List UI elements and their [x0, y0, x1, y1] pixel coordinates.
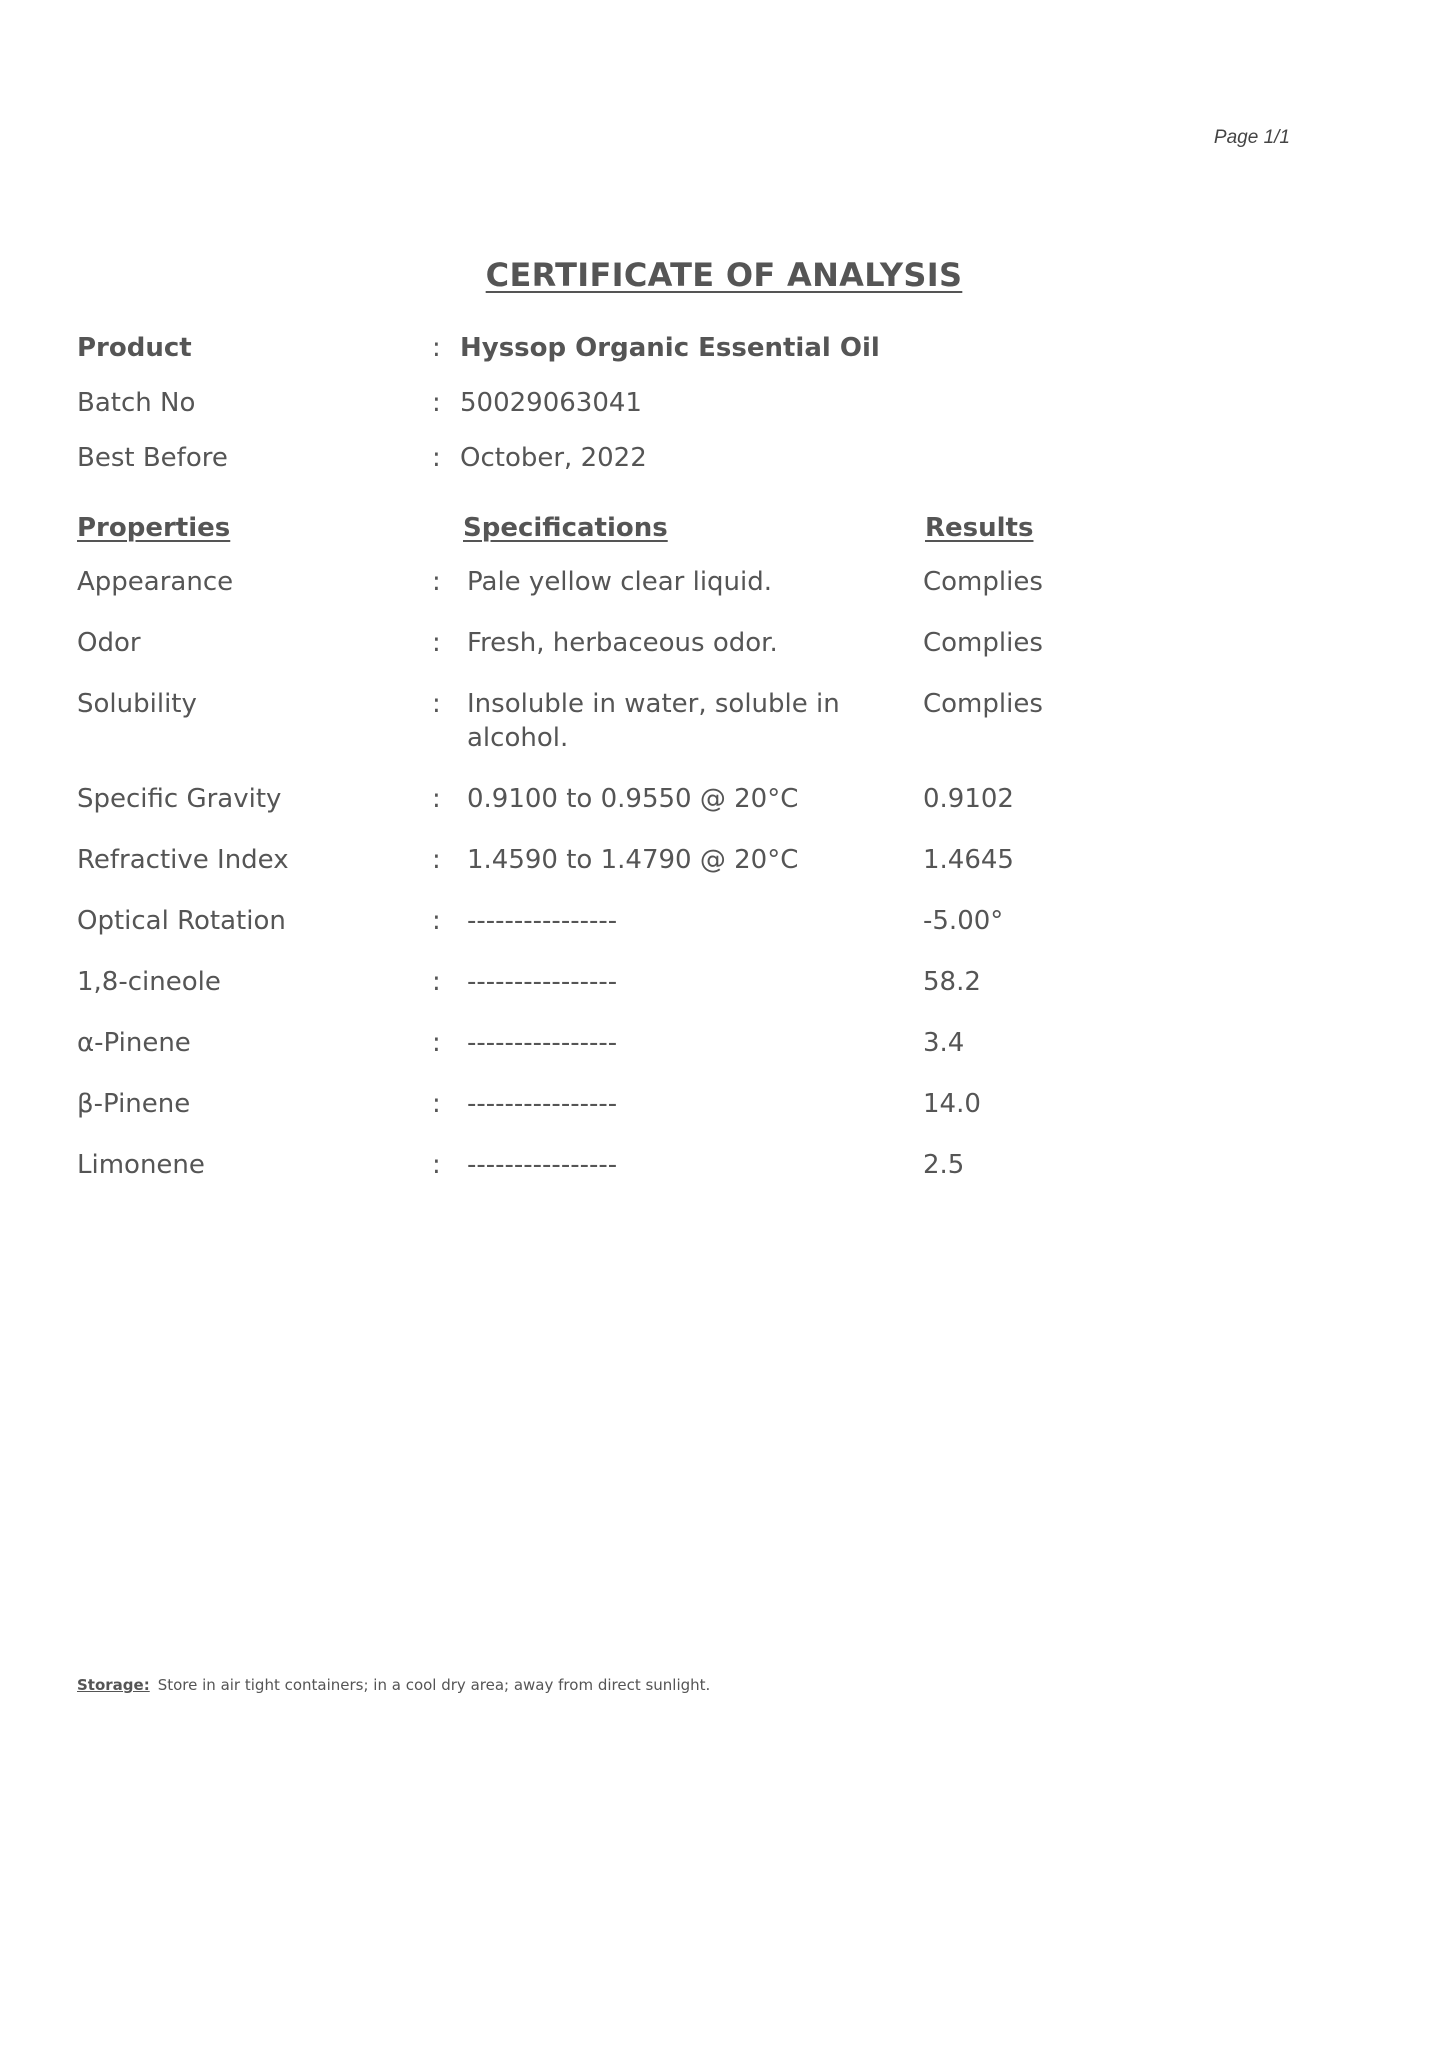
property-result: 3.4 [923, 1028, 965, 1058]
info-separator: : [432, 443, 441, 473]
property-name: Limonene [77, 1150, 205, 1180]
info-separator: : [432, 333, 441, 363]
info-label: Batch No [77, 388, 196, 418]
property-spec: Insoluble in water, soluble in alcohol. [467, 689, 840, 753]
property-name: Optical Rotation [77, 906, 286, 936]
property-spec: Fresh, herbaceous odor. [467, 628, 778, 658]
document-title: CERTIFICATE OF ANALYSIS [485, 256, 963, 294]
info-value: Hyssop Organic Essential Oil [460, 333, 880, 363]
info-separator: : [432, 388, 441, 418]
property-spec: 0.9100 to 0.9550 @ 20°C [467, 784, 799, 814]
row-separator: : [432, 967, 441, 997]
row-separator: : [432, 628, 441, 658]
property-spec: ---------------- [467, 1150, 618, 1180]
storage-text: Store in air tight containers; in a cool dry area; away from direct sunlight. [157, 1676, 711, 1694]
property-result: 0.9102 [923, 784, 1014, 814]
row-separator: : [432, 689, 441, 719]
property-result: Complies [923, 689, 1043, 719]
property-name: Specific Gravity [77, 784, 282, 814]
property-result: 58.2 [923, 967, 981, 997]
property-spec: Pale yellow clear liquid. [467, 567, 773, 597]
info-value: 50029063041 [460, 388, 642, 418]
row-separator: : [432, 1150, 441, 1180]
storage-note [77, 1676, 710, 1694]
header-specifications: Specifications [463, 513, 668, 543]
header-properties: Properties [77, 513, 231, 543]
row-separator: : [432, 567, 441, 597]
property-name: Appearance [77, 567, 234, 597]
row-separator: : [432, 784, 441, 814]
property-result: Complies [923, 567, 1043, 597]
property-spec: ---------------- [467, 967, 618, 997]
header-results: Results [925, 513, 1034, 543]
property-spec: ---------------- [467, 906, 618, 936]
page-number: Page 1/1 [1213, 127, 1290, 148]
property-name: Solubility [77, 689, 197, 719]
property-spec: ---------------- [467, 1028, 618, 1058]
property-result: 2.5 [923, 1150, 965, 1180]
property-result: Complies [923, 628, 1043, 658]
property-name: β-Pinene [77, 1089, 191, 1119]
property-name: α-Pinene [77, 1028, 191, 1058]
property-result: -5.00° [923, 906, 1004, 936]
property-spec: 1.4590 to 1.4790 @ 20°C [467, 845, 799, 875]
property-name: Odor [77, 628, 141, 658]
property-name: 1,8-cineole [77, 967, 221, 997]
row-separator: : [432, 845, 441, 875]
property-spec: ---------------- [467, 1089, 618, 1119]
row-separator: : [432, 1089, 441, 1119]
info-label: Product [77, 333, 192, 363]
storage-label: Storage: [77, 1676, 150, 1694]
row-separator: : [432, 1028, 441, 1058]
info-label: Best Before [77, 443, 228, 473]
info-value: October, 2022 [460, 443, 647, 473]
property-result: 14.0 [923, 1089, 981, 1119]
row-separator: : [432, 906, 441, 936]
property-result: 1.4645 [923, 845, 1014, 875]
property-name: Refractive Index [77, 845, 289, 875]
